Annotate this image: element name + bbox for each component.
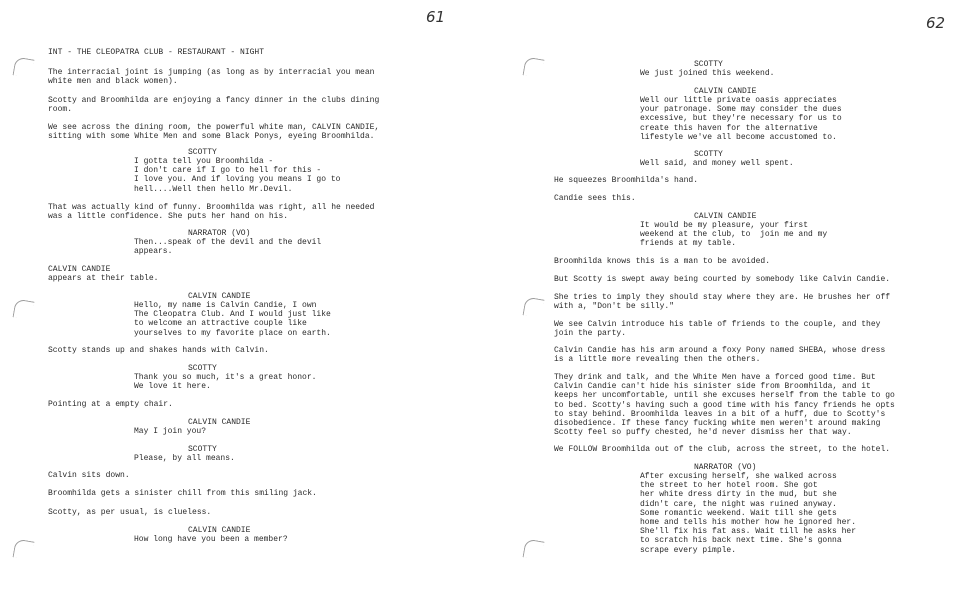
action-line: CALVIN CANDIE appears at their table. (48, 265, 159, 284)
action-line: We see Calvin introduce his table of friends to the couple, and they join the party. (554, 320, 881, 339)
character-cue: CALVIN CANDIE (694, 212, 757, 221)
character-cue: CALVIN CANDIE (188, 526, 251, 535)
dialogue: After excusing herself, she walked across the street to her hotel room. She got her white dress dirty in the mud, but she didn't care, the night was ruined anyway. Some romantic weekend. Wait till she gets home and tells his mother how he ignored her. She'll fix his fat ass. Wait till he asks her to scratch his back next time. She's gonna scrape every pimple. (640, 472, 857, 555)
character-cue: NARRATOR (VO) (188, 229, 251, 238)
action-line: Candie sees this. (554, 194, 636, 203)
action-line: We see across the dining room, the powerful white man, CALVIN CANDIE, sitting with some White Men and some Black Ponys, eyeing Broomhilda. (48, 123, 380, 142)
character-cue: SCOTTY (188, 148, 217, 157)
action-line: Broomhilda knows this is a man to be avoided. (554, 257, 771, 266)
right-script-page (490, 0, 980, 613)
punch-hole-mark (522, 56, 544, 78)
character-cue: NARRATOR (VO) (694, 463, 757, 472)
dialogue: We just joined this weekend. (640, 69, 775, 78)
action-line: Scotty stands up and shakes hands with Calvin. (48, 346, 269, 355)
character-cue: CALVIN CANDIE (188, 418, 251, 427)
punch-hole-mark (12, 56, 34, 78)
punch-hole-mark (12, 538, 34, 560)
dialogue: May I join you? (134, 427, 207, 436)
action-line: He squeezes Broomhilda's hand. (554, 176, 699, 185)
action-line: Scotty, as per usual, is clueless. (48, 508, 212, 517)
character-cue: SCOTTY (188, 364, 217, 373)
punch-hole-mark (12, 298, 34, 320)
action-line: Calvin Candie has his arm around a foxy Pony named SHEBA, whose dress is a little more revealing then the others. (554, 346, 886, 365)
dialogue: It would be my pleasure, your first weekend at the club, to join me and my friends at my table. (640, 221, 828, 249)
character-cue: SCOTTY (188, 445, 217, 454)
dialogue: Thank you so much, it's a great honor. We love it here. (134, 373, 317, 392)
punch-hole-mark (522, 296, 544, 318)
action-line: Pointing at a empty chair. (48, 400, 173, 409)
dialogue: Please, by all means. (134, 454, 235, 463)
action-line: She tries to imply they should stay where they are. He brushes her off with a, "Don't be silly." (554, 293, 891, 312)
dialogue: I gotta tell you Broomhilda - I don't care if I go to hell for this - I love you. And if loving you means I go to hell....Well then hello Mr.Devil. (134, 157, 341, 194)
page-number: 61 (426, 8, 446, 26)
action-line: Calvin sits down. (48, 471, 130, 480)
dialogue: Hello, my name is Calvin Candie, I own The Cleopatra Club. And I would just like to welcome an attractive couple like yourselves to my favorite place on earth. (134, 301, 331, 338)
action-line: But Scotty is swept away being courted by somebody like Calvin Candie. (554, 275, 891, 284)
character-cue: SCOTTY (694, 60, 723, 69)
action-line: Broomhilda gets a sinister chill from this smiling jack. (48, 489, 317, 498)
action-line: The interracial joint is jumping (as long as by interracial you mean white men and black women). (48, 68, 375, 87)
action-line: We FOLLOW Broomhilda out of the club, across the street, to the hotel. (554, 445, 891, 454)
page-number: 62 (926, 14, 946, 32)
character-cue: CALVIN CANDIE (188, 292, 251, 301)
action-line: That was actually kind of funny. Broomhilda was right, all he needed was a little confidence. She puts her hand on his. (48, 203, 375, 222)
dialogue: Then...speak of the devil and the devil appears. (134, 238, 322, 257)
character-cue: CALVIN CANDIE (694, 87, 757, 96)
dialogue: Well said, and money well spent. (640, 159, 794, 168)
punch-hole-mark (522, 538, 544, 560)
dialogue: Well our little private oasis appreciates your patronage. Some may consider the dues excessive, but they're necessary for us to create this haven for the alternative lifestyle we've all become accustomed to. (640, 96, 842, 142)
action-line: They drink and talk, and the White Men have a forced good time. But Calvin Candie can't hide his sinister side from Broomhilda, and it keeps her uncomfortable, until she excuses herself from the table to go to bed. Scotty's having such a good time with his fancy friends he opts to stay behind. Broomhilda leaves in a bit of a huff, due to Scotty's disobedience. If these fancy fucking white men weren't around making Scotty feel so puffy chested, he'd never dismiss her that way. (554, 373, 895, 438)
dialogue: How long have you been a member? (134, 535, 288, 544)
scene-heading: INT - THE CLEOPATRA CLUB - RESTAURANT - NIGHT (48, 48, 265, 57)
action-line: Scotty and Broomhilda are enjoying a fancy dinner in the clubs dining room. (48, 96, 380, 115)
character-cue: SCOTTY (694, 150, 723, 159)
